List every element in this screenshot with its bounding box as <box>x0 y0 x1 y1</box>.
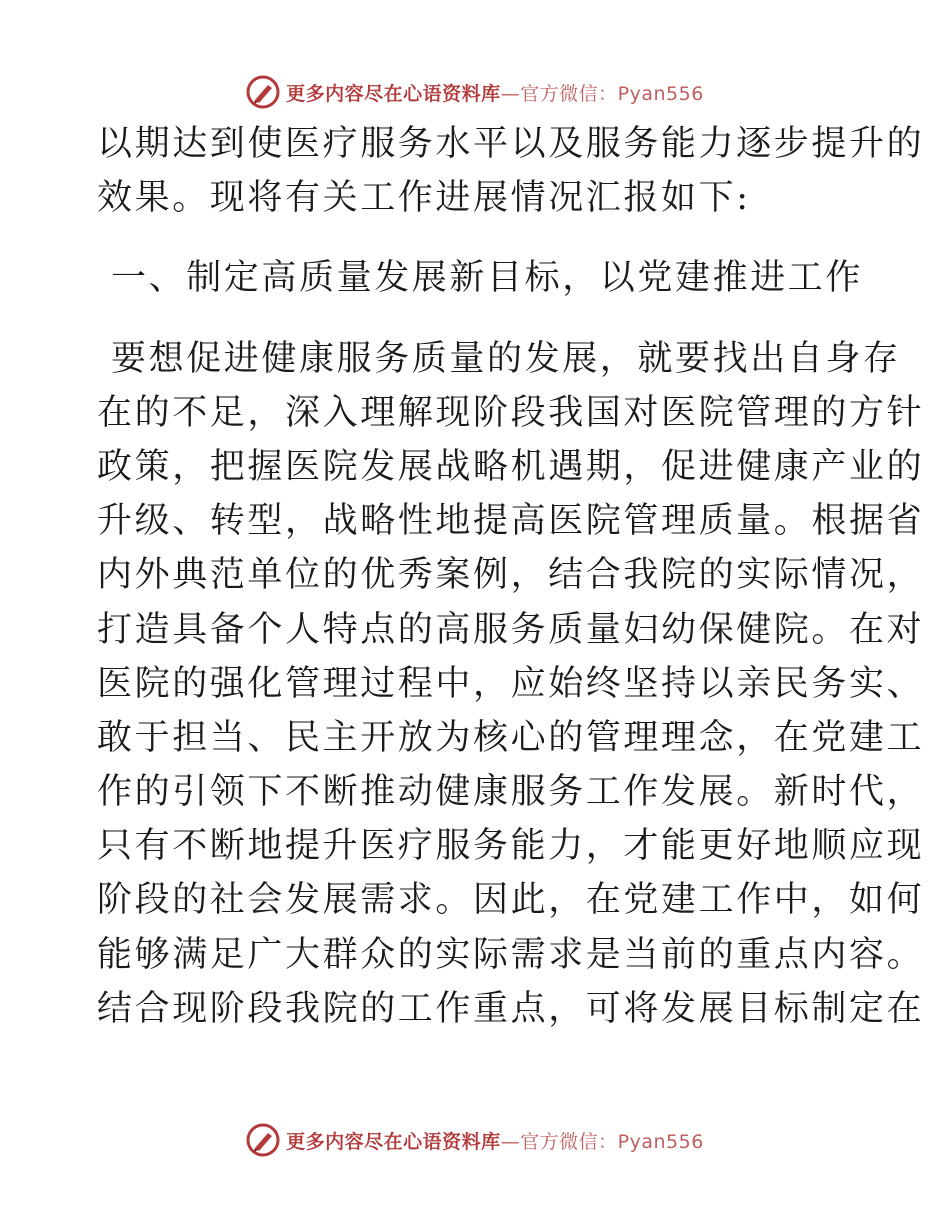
pen-logo-icon <box>246 75 280 109</box>
watermark-header <box>0 72 950 112</box>
text-line: 能够满足广大群众的实际需求是当前的重点内容。 <box>97 934 925 975</box>
text-line: 升级、转型，战略性地提高医院管理质量。根据省 <box>97 501 925 542</box>
text-line: 结合现阶段我院的工作重点，可将发展目标制定在 <box>97 988 925 1029</box>
text-line: 内外典范单位的优秀案例，结合我院的实际情况， <box>97 555 925 596</box>
section-heading: 一、制定高质量发展新目标，以党建推进工作 <box>111 258 864 299</box>
text-line: 只有不断地提升医疗服务能力，才能更好地顺应现 <box>97 826 925 867</box>
watermark-text <box>286 79 704 106</box>
text-line: 效果。现将有关工作进展情况汇报如下: <box>97 178 751 219</box>
watermark-brand: 更多内容尽在心语资料库 <box>286 1130 501 1153</box>
pen-logo-icon <box>246 1123 280 1157</box>
text-line: 作的引领下不断推动健康服务工作发展。新时代， <box>97 772 925 813</box>
watermark-footer <box>0 1120 950 1160</box>
watermark-contact: —官方微信：Pyan556 <box>500 82 704 105</box>
watermark-contact: —官方微信：Pyan556 <box>500 1130 704 1153</box>
watermark-text <box>286 1127 704 1154</box>
text-line: 敢于担当、民主开放为核心的管理理念，在党建工 <box>97 717 925 758</box>
document-body <box>97 117 925 1036</box>
text-line: 政策，把握医院发展战略机遇期，促进健康产业的 <box>97 446 925 487</box>
text-line: 阶段的社会发展需求。因此，在党建工作中，如何 <box>97 880 925 921</box>
text-line: 在的不足，深入理解现阶段我国对医院管理的方针 <box>97 392 925 433</box>
watermark-brand: 更多内容尽在心语资料库 <box>286 82 501 105</box>
text-line: 要想促进健康服务质量的发展，就要找出自身存 <box>111 338 901 379</box>
text-line: 打造具备个人特点的高服务质量妇幼保健院。在对 <box>97 609 925 650</box>
text-line: 以期达到使医疗服务水平以及服务能力逐步提升的 <box>97 124 925 164</box>
text-line: 医院的强化管理过程中，应始终坚持以亲民务实、 <box>97 663 925 704</box>
